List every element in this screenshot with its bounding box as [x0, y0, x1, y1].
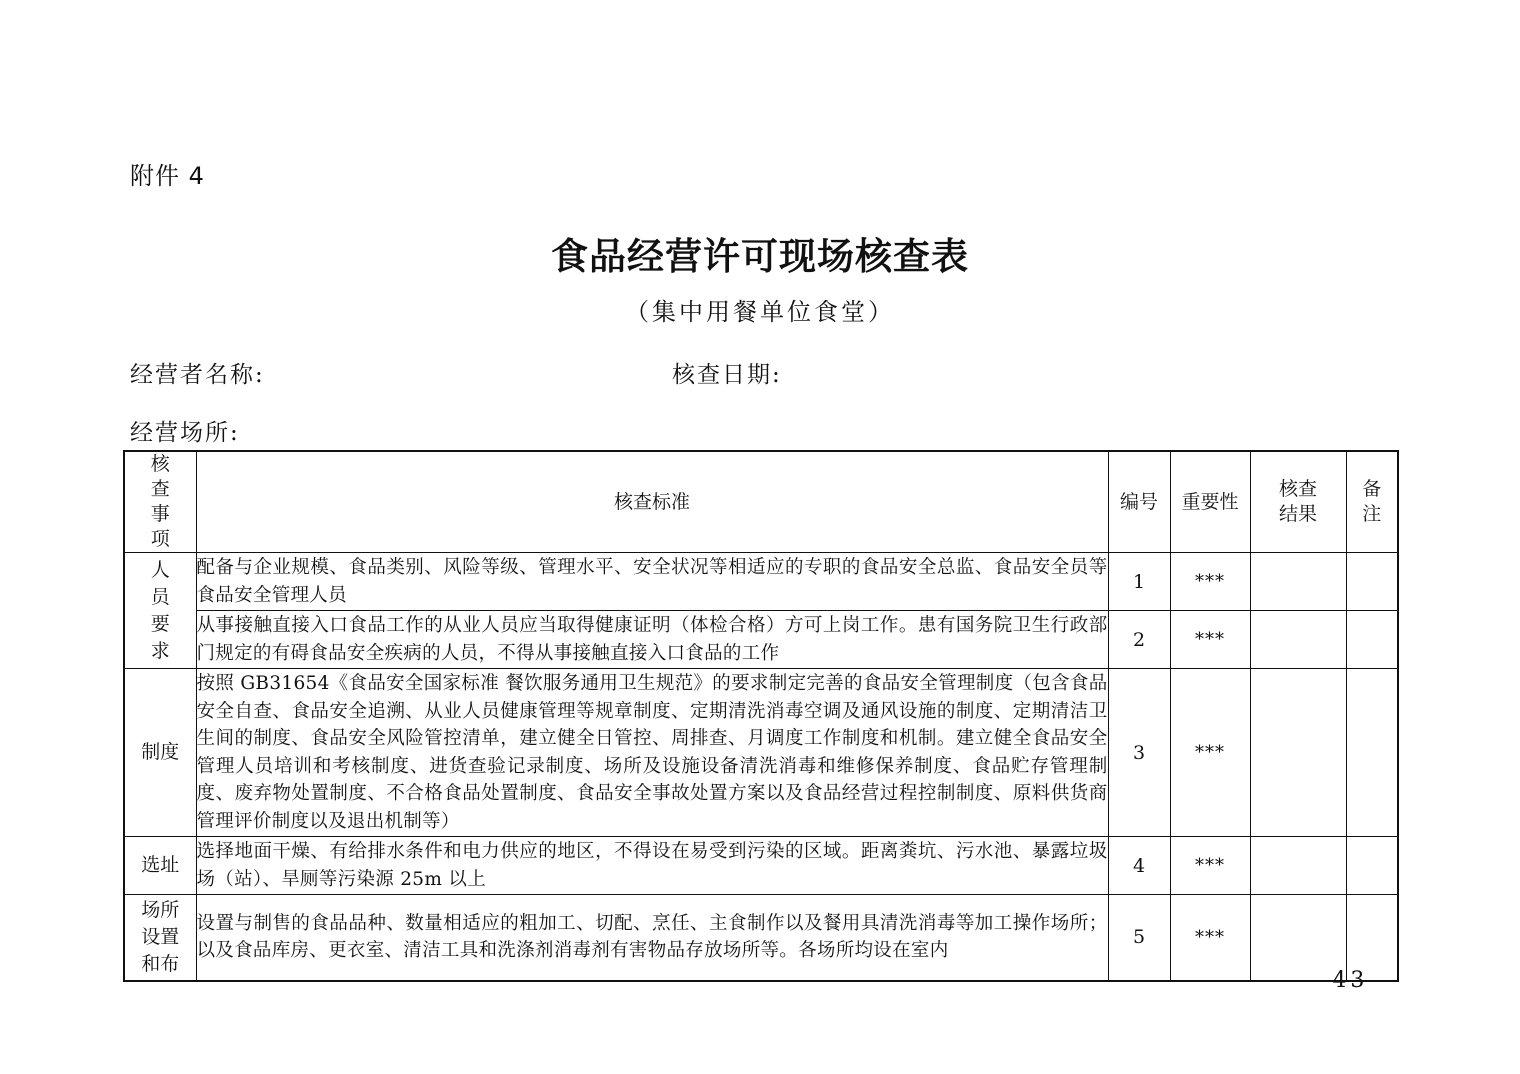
importance-cell: *** — [1170, 895, 1250, 981]
page-number: - 43 - — [1310, 968, 1391, 993]
standard-cell: 按照 GB31654《食品安全国家标准 餐饮服务通用卫生规范》的要求制定完善的食品安全管理制度（包含食品安全自查、食品安全追溯、从业人员健康管理等规章制度、定期清洗消毒空调及通风设施的制度、定期清洁卫生间的制度、食品安全风险管控清单，建立健全日管控、周排查、月调度工作制度和机制。建立健全食品安全管理人员培训和考核制度、进货查验记录制度、场所及设施设备清洗消毒和维修保养制度、食品贮存管理制度、废弃物处置制度、不合格食品处置制度、食品安全事故处置方案以及食品经营过程控制制度、原料供货商管理评价制度以及退出机制等） — [196, 669, 1108, 837]
remark-cell[interactable] — [1346, 837, 1398, 895]
number-cell: 3 — [1108, 669, 1170, 837]
result-cell[interactable] — [1250, 553, 1346, 611]
importance-cell: *** — [1170, 553, 1250, 611]
remark-cell[interactable] — [1346, 611, 1398, 669]
table-row — [124, 837, 1398, 895]
operator-name-label: 经营者名称: — [130, 362, 265, 388]
importance-cell: *** — [1170, 611, 1250, 669]
header-number: 编号 — [1108, 451, 1170, 553]
check-date-label: 核查日期: — [672, 362, 782, 388]
table-row — [124, 611, 1398, 669]
item-cell: 场所设置和布 — [124, 895, 196, 981]
header-remark: 备注 — [1346, 451, 1398, 553]
standard-cell: 从事接触直接入口食品工作的从业人员应当取得健康证明（体检合格）方可上岗工作。患有国务院卫生行政部门规定的有碍食品安全疾病的人员，不得从事接触直接入口食品的工作 — [196, 611, 1108, 669]
result-cell[interactable] — [1250, 837, 1346, 895]
table-row — [124, 669, 1398, 837]
remark-cell[interactable] — [1346, 553, 1398, 611]
document-title: 食品经营许可现场核查表 — [551, 234, 969, 278]
table-row — [124, 553, 1398, 611]
importance-cell: *** — [1170, 669, 1250, 837]
business-place-label: 经营场所: — [130, 420, 240, 446]
number-cell: 2 — [1108, 611, 1170, 669]
document-subtitle: （集中用餐单位食堂） — [625, 298, 895, 326]
header-standard: 核查标准 — [196, 451, 1108, 553]
number-cell: 1 — [1108, 553, 1170, 611]
table-header-row — [124, 451, 1398, 553]
table-row — [124, 895, 1398, 981]
remark-cell[interactable] — [1346, 669, 1398, 837]
number-cell: 5 — [1108, 895, 1170, 981]
importance-cell: *** — [1170, 837, 1250, 895]
attachment-label: 附件 4 — [130, 162, 205, 190]
standard-cell: 配备与企业规模、食品类别、风险等级、管理水平、安全状况等相适应的专职的食品安全总监、食品安全员等食品安全管理人员 — [196, 553, 1108, 611]
number-cell: 4 — [1108, 837, 1170, 895]
header-item: 核查事项 — [124, 451, 196, 553]
result-cell[interactable] — [1250, 611, 1346, 669]
header-result: 核查结果 — [1250, 451, 1346, 553]
item-cell: 选址 — [124, 837, 196, 895]
header-importance: 重要性 — [1170, 451, 1250, 553]
item-cell: 人员要求 — [124, 553, 196, 669]
standard-cell: 选择地面干燥、有给排水条件和电力供应的地区，不得设在易受到污染的区域。距离粪坑、污水池、暴露垃圾场（站）、旱厕等污染源 25m 以上 — [196, 837, 1108, 895]
inspection-table — [123, 450, 1399, 982]
standard-cell: 设置与制售的食品品种、数量相适应的粗加工、切配、烹任、主食制作以及餐用具清洗消毒等加工操作场所；以及食品库房、更衣室、清洁工具和洗涤剂消毒剂有害物品存放场所等。各场所均设在室内 — [196, 895, 1108, 981]
result-cell[interactable] — [1250, 669, 1346, 837]
item-cell: 制度 — [124, 669, 196, 837]
